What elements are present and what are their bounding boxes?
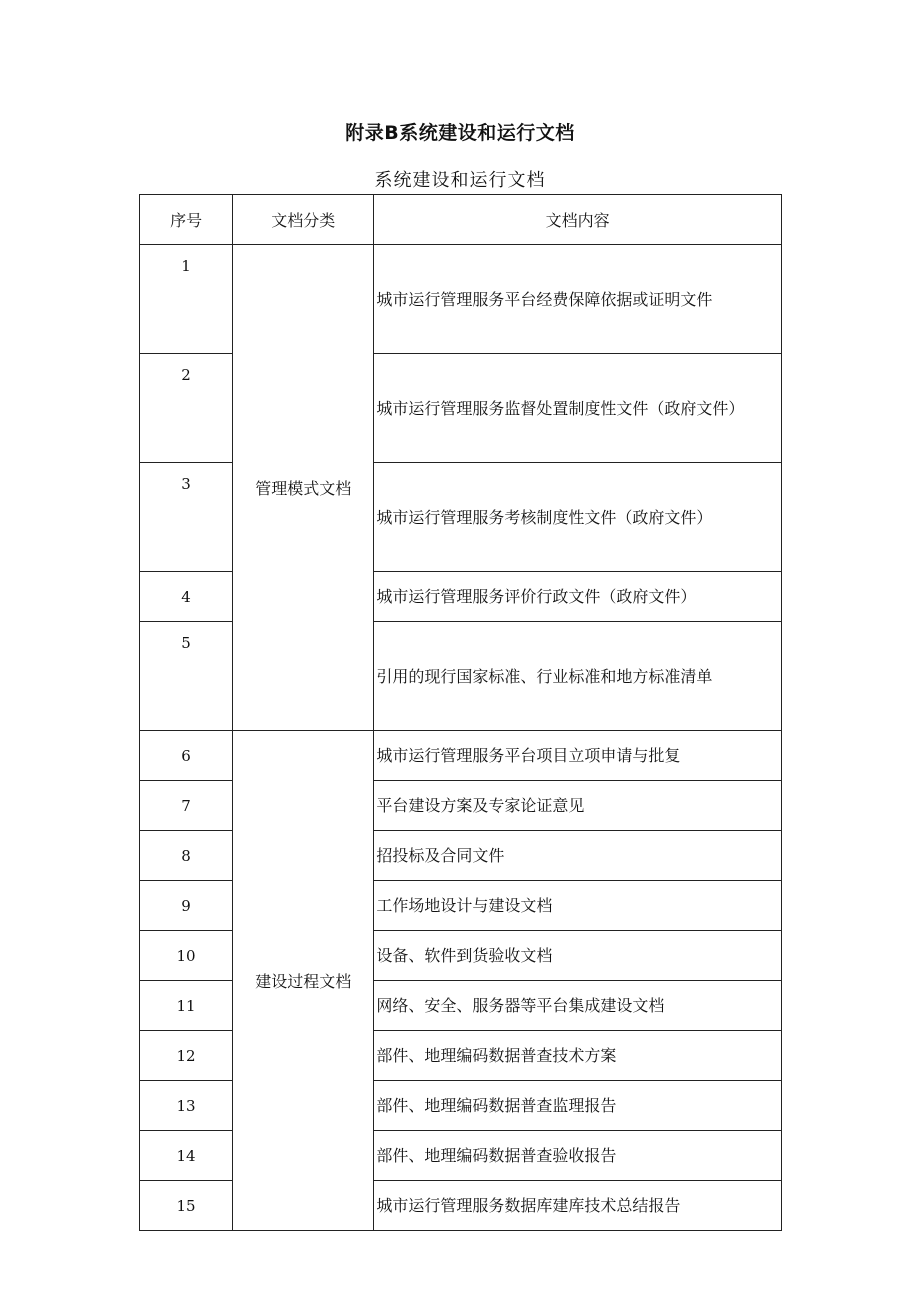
document-content: 城市运行管理服务平台项目立项申请与批复	[374, 731, 782, 781]
row-number: 4	[140, 572, 233, 622]
header-category: 文档分类	[233, 195, 374, 245]
row-number: 7	[140, 781, 233, 831]
row-number: 12	[140, 1031, 233, 1081]
document-content: 部件、地理编码数据普查验收报告	[374, 1131, 782, 1181]
row-number: 6	[140, 731, 233, 781]
document-content: 部件、地理编码数据普查监理报告	[374, 1081, 782, 1131]
header-no: 序号	[140, 195, 233, 245]
document-content: 设备、软件到货验收文档	[374, 931, 782, 981]
row-number: 13	[140, 1081, 233, 1131]
row-number: 8	[140, 831, 233, 881]
row-number: 15	[140, 1181, 233, 1231]
document-content: 引用的现行国家标准、行业标准和地方标准清单	[374, 622, 782, 731]
row-number: 11	[140, 981, 233, 1031]
category-cell: 建设过程文档	[233, 731, 374, 1231]
row-number: 5	[140, 622, 233, 731]
row-number: 1	[140, 245, 233, 354]
table-row	[140, 731, 782, 781]
document-content: 城市运行管理服务考核制度性文件（政府文件）	[374, 463, 782, 572]
document-content: 招投标及合同文件	[374, 831, 782, 881]
table-caption: 系统建设和运行文档	[374, 170, 546, 191]
document-content: 工作场地设计与建设文档	[374, 881, 782, 931]
row-number: 2	[140, 354, 233, 463]
table-header-row	[140, 195, 782, 245]
document-content: 城市运行管理服务数据库建库技术总结报告	[374, 1181, 782, 1231]
document-content: 部件、地理编码数据普查技术方案	[374, 1031, 782, 1081]
document-table	[139, 194, 782, 1231]
appendix-heading: 附录B系统建设和运行文档	[345, 122, 575, 144]
document-content: 平台建设方案及专家论证意见	[374, 781, 782, 831]
row-number: 3	[140, 463, 233, 572]
row-number: 14	[140, 1131, 233, 1181]
row-number: 10	[140, 931, 233, 981]
row-number: 9	[140, 881, 233, 931]
document-content: 城市运行管理服务监督处置制度性文件（政府文件）	[374, 354, 782, 463]
document-content: 网络、安全、服务器等平台集成建设文档	[374, 981, 782, 1031]
document-content: 城市运行管理服务评价行政文件（政府文件）	[374, 572, 782, 622]
header-content: 文档内容	[374, 195, 782, 245]
category-cell: 管理模式文档	[233, 245, 374, 731]
table-row	[140, 245, 782, 354]
document-content: 城市运行管理服务平台经费保障依据或证明文件	[374, 245, 782, 354]
